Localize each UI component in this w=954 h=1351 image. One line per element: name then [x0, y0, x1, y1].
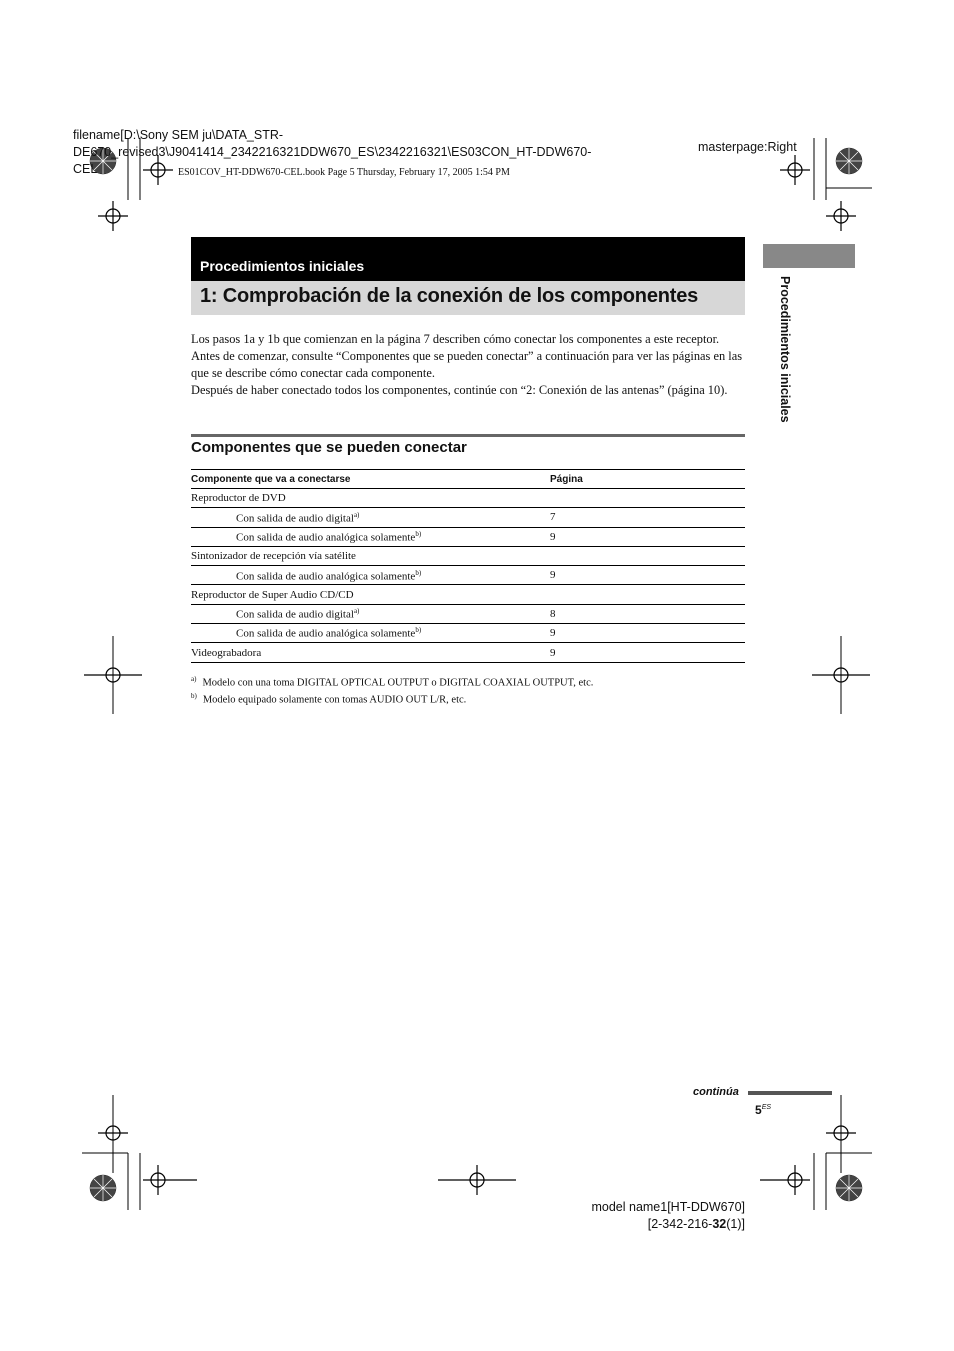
subsection-title: Componentes que se pueden conectar [191, 439, 467, 456]
book-info-line: ES01COV_HT-DDW670-CEL.book Page 5 Thursday, February 17, 2005 1:54 PM [178, 167, 510, 178]
table-row [191, 566, 745, 585]
registration-mark-icon [98, 201, 128, 231]
registration-mark-icon [143, 1165, 197, 1195]
continued-bar [748, 1091, 832, 1095]
registration-mark-icon [780, 155, 810, 185]
section-label: Procedimientos iniciales [200, 258, 365, 274]
footnote: $^{a)}$ Modelo con una toma DIGITAL OPTICAL OUTPUT o DIGITAL COAXIAL OUTPUT, etc. [191, 675, 594, 689]
table-row [191, 604, 745, 623]
table-cell: Con salida de audio analógica solamente$^{b)}$ [191, 527, 550, 546]
intro-paragraph: Los pasos 1a y 1b que comienzan en la página 7 describen cómo conectar los componentes a este receptor. Antes de comenzar, consulte “Componentes que se pueden conectar” a continuación para ver las páginas en las que se describe cómo conectar cada componente. [191, 332, 743, 380]
table-row [191, 624, 745, 643]
table-cell: Reproductor de DVD [191, 489, 550, 508]
components-table [191, 469, 745, 663]
filename-line: CEL [73, 162, 98, 176]
registration-mark-icon [438, 1165, 516, 1195]
footnote: $^{b)}$ Modelo equipado solamente con tomas AUDIO OUT L/R, etc. [191, 692, 467, 706]
table-cell: 8 [550, 604, 745, 623]
table-cell: 9 [550, 566, 745, 585]
table-cell [550, 489, 745, 508]
model-info [591, 1199, 745, 1233]
filename-line: DE670_revised3\J9041414_2342216321DDW670_ES\2342216321\ES03CON_HT-DDW670- [73, 145, 592, 159]
column-header: Página [550, 470, 745, 489]
continued-label: continúa [693, 1086, 739, 1098]
table-cell: Videograbadora [191, 643, 550, 662]
intro-paragraph: Después de haber conectado todos los componentes, continúe con “2: Conexión de las antenas” (página 10). [191, 383, 728, 397]
table-row [191, 585, 745, 604]
registration-mark-icon [760, 1165, 810, 1195]
model-line: [2-342-216-32(1)] [647, 1217, 745, 1231]
table-row [191, 546, 745, 565]
table-cell: Con salida de audio analógica solamente$^{b)}$ [191, 566, 550, 585]
table-cell: 7 [550, 508, 745, 527]
table-cell [550, 585, 745, 604]
page-title: 1: Comprobación de la conexión de los componentes [200, 285, 699, 307]
table-cell: 9 [550, 527, 745, 546]
column-header: Componente que va a conectarse [191, 470, 550, 489]
table-row [191, 643, 745, 662]
table-row [191, 527, 745, 546]
intro-text [191, 331, 747, 399]
subsection-rule [191, 434, 745, 437]
table-cell: Con salida de audio digital$^{a)}$ [191, 508, 550, 527]
table-row [191, 489, 745, 508]
table-cell: 9 [550, 643, 745, 662]
page-number: $5^{ES}$ [755, 1103, 772, 1117]
table-cell: Con salida de audio analógica solamente$^{b)}$ [191, 624, 550, 643]
masterpage-label: masterpage:Right [698, 140, 797, 154]
table-row [191, 508, 745, 527]
table-cell: Sintonizador de recepción vía satélite [191, 546, 550, 565]
registration-mark-icon [826, 201, 856, 231]
side-tab-marker [763, 244, 855, 268]
side-tab-label: Procedimientos iniciales [778, 276, 792, 423]
model-line: model name1[HT-DDW670] [591, 1200, 745, 1214]
filename-line: filename[D:\Sony SEM ju\DATA_STR- [73, 128, 284, 142]
table-cell: Con salida de audio digital$^{a)}$ [191, 604, 550, 623]
table-header-row [191, 470, 745, 489]
table-cell [550, 546, 745, 565]
table-cell: Reproductor de Super Audio CD/CD [191, 585, 550, 604]
table-cell: 9 [550, 624, 745, 643]
